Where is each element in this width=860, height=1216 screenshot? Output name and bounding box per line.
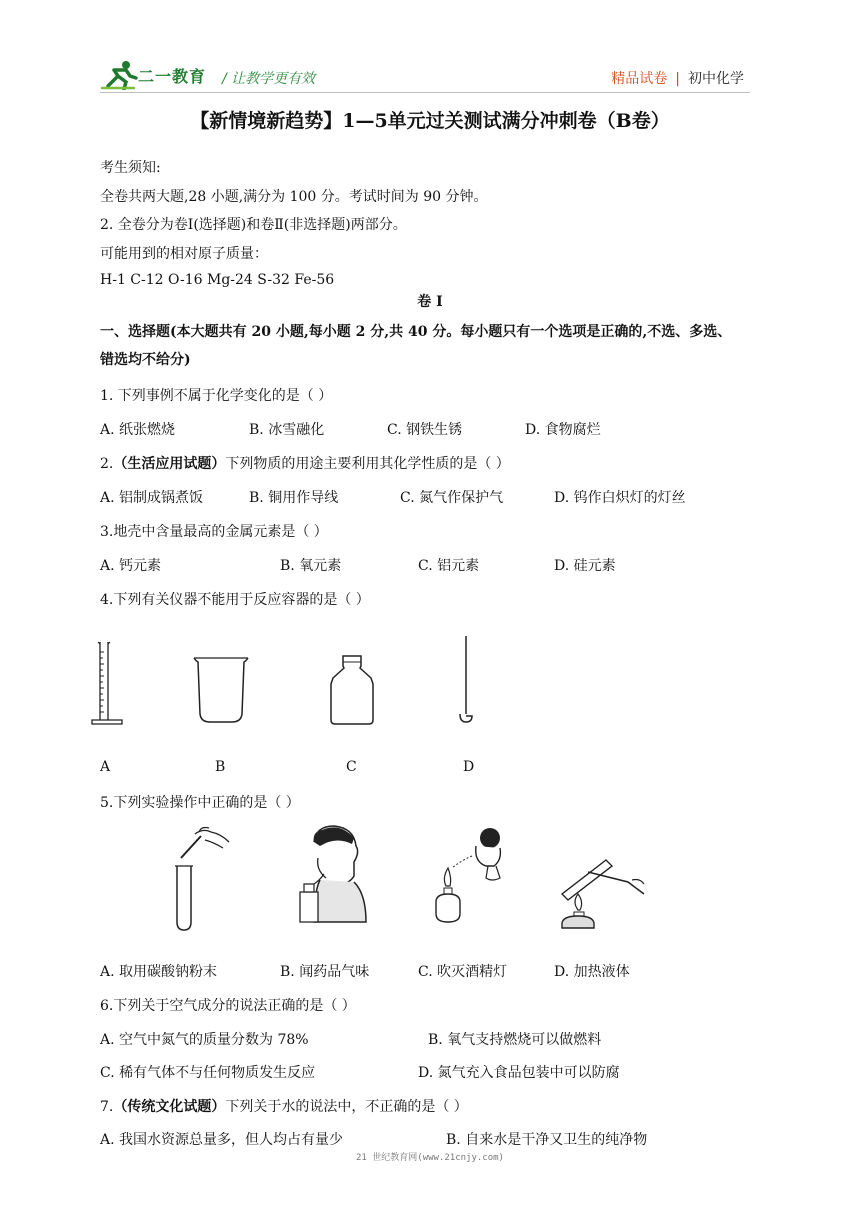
q4-figure-label-a: A	[100, 759, 111, 775]
q3-option-b: B. 氧元素	[280, 558, 342, 574]
runner-logo-icon	[100, 60, 140, 90]
notice-line-3: 可能用到的相对原子质量：	[100, 246, 268, 262]
slogan: / 让教学更有效	[222, 71, 316, 87]
page-header	[100, 60, 750, 94]
header-tags	[611, 68, 744, 88]
notice-line-1: 全卷共两大题,28 小题,满分为 100 分。考试时间为 90 分钟。	[100, 189, 488, 205]
question-6-stem: 6.下列关于空气成分的说法正确的是（ ）	[100, 998, 356, 1014]
q5-option-c: C. 吹灭酒精灯	[418, 964, 508, 980]
q5-option-d: D. 加热液体	[554, 964, 630, 980]
q4-figure-label-d: D	[463, 759, 475, 775]
question-5-stem: 5.下列实验操作中正确的是（ ）	[100, 795, 300, 811]
q3-option-c: C. 铝元素	[418, 558, 480, 574]
beaker-icon	[190, 654, 252, 726]
smelling-reagent-illustration-icon	[296, 822, 368, 926]
question-1-stem: 1. 下列事例不属于化学变化的是（ ）	[100, 388, 333, 404]
graduated-cylinder-icon	[88, 640, 128, 728]
q1-option-c: C. 钢铁生锈	[387, 422, 463, 438]
q2-option-b: B. 铜用作导线	[249, 490, 339, 506]
page-title: 【新情境新趋势】1—5单元过关测试满分冲刺卷（B卷）	[190, 110, 670, 132]
notice-line-2: 2. 全卷分为卷Ⅰ(选择题)和卷Ⅱ(非选择题)两部分。	[100, 217, 407, 233]
q1-option-b: B. 冰雪融化	[249, 422, 325, 438]
question-2-number: 2.	[100, 456, 114, 472]
section-heading-line-2: 错选均不给分)	[100, 352, 191, 368]
logo-text: 二一教育	[138, 67, 207, 86]
q6-option-a: A. 空气中氮气的质量分数为 78%	[100, 1032, 309, 1048]
blowing-lamp-illustration-icon	[428, 822, 514, 930]
q6-option-d: D. 氮气充入食品包装中可以防腐	[418, 1065, 620, 1081]
header-divider	[100, 92, 750, 93]
reagent-bottle-icon	[327, 654, 377, 726]
question-2-stem	[100, 453, 510, 473]
question-3-stem: 3.地壳中含量最高的金属元素是（ ）	[100, 524, 328, 540]
q4-figure-label-c: C	[346, 759, 357, 775]
q6-option-c: C. 稀有气体不与任何物质发生反应	[100, 1065, 316, 1081]
q3-option-d: D. 硅元素	[554, 558, 616, 574]
q1-option-a: A. 纸张燃烧	[100, 422, 176, 438]
section-heading-line-1: 一、选择题(本大题共有 20 小题,每小题 2 分,共 40 分。每小题只有一个选项是正确的,不选、多选、	[100, 324, 732, 340]
q5-option-b: B. 闻药品气味	[280, 964, 370, 980]
subject-tag: 初中化学	[688, 71, 744, 87]
q3-option-a: A. 钙元素	[100, 558, 162, 574]
notice-heading: 考生须知:	[100, 160, 161, 176]
q7-option-a: A. 我国水资源总量多，但人均占有量少	[100, 1132, 344, 1148]
page-footer: 21 世纪教育网(www.21cnjy.com)	[356, 1153, 504, 1163]
question-7-text: 下列关于水的说法中，不正确的是（ ）	[225, 1099, 468, 1115]
heating-liquid-illustration-icon	[548, 850, 648, 932]
q6-option-b: B. 氧气支持燃烧可以做燃料	[428, 1032, 602, 1048]
combustion-spoon-icon	[452, 634, 482, 726]
q7-option-b: B. 自来水是干净又卫生的纯净物	[446, 1132, 648, 1148]
q2-option-c: C. 氮气作保护气	[400, 490, 504, 506]
question-7-number: 7.	[100, 1099, 114, 1115]
volume-title: 卷 I	[417, 294, 443, 310]
logo	[100, 60, 220, 94]
question-7-tag: （传统文化试题）	[113, 1099, 226, 1115]
notice-line-4: H-1 C-12 O-16 Mg-24 S-32 Fe-56	[100, 272, 335, 288]
q2-option-a: A. 铝制成锅煮饭	[100, 490, 204, 506]
adding-powder-illustration-icon	[165, 822, 235, 934]
header-separator: |	[675, 71, 680, 87]
q1-option-d: D. 食物腐烂	[525, 422, 601, 438]
question-4-stem: 4.下列有关仪器不能用于反应容器的是（ ）	[100, 592, 370, 608]
q2-option-d: D. 钨作白炽灯的灯丝	[554, 490, 686, 506]
question-2-tag: （生活应用试题）	[113, 456, 226, 472]
question-2-text: 下列物质的用途主要利用其化学性质的是（ ）	[225, 456, 510, 472]
q5-option-a: A. 取用碳酸钠粉末	[100, 964, 218, 980]
question-7-stem	[100, 1096, 468, 1116]
premium-tag: 精品试卷	[611, 71, 668, 87]
q4-figure-label-b: B	[215, 759, 226, 775]
